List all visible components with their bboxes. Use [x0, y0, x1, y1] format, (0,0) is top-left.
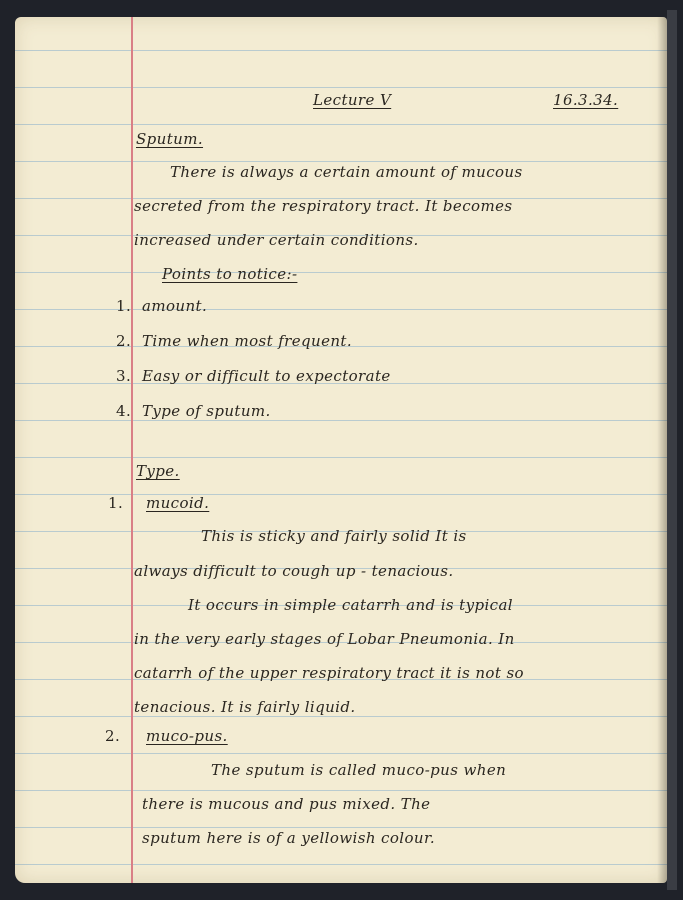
paragraph-line: always difficult to cough up - tenacious.: [134, 562, 454, 580]
points-heading: Points to notice:-: [162, 265, 298, 283]
notebook-page: [15, 17, 667, 883]
point-number: 3.: [116, 367, 132, 385]
paragraph-line: There is always a certain amount of mucous: [170, 163, 523, 181]
section-heading-sputum: Sputum.: [136, 130, 204, 148]
paragraph-line: there is mucous and pus mixed. The: [142, 795, 431, 813]
paragraph-line: It occurs in simple catarrh and is typical: [188, 596, 514, 614]
point-number: 1.: [116, 297, 132, 315]
point-number: 2.: [116, 332, 132, 350]
section-heading-type: Type.: [136, 462, 180, 480]
item-heading-muco-pus: muco-pus.: [146, 727, 228, 745]
paragraph-line: tenacious. It is fairly liquid.: [134, 698, 356, 716]
paragraph-line: This is sticky and fairly solid It is: [201, 527, 467, 545]
paragraph-line: sputum here is of a yellowish colour.: [142, 829, 436, 847]
paragraph-line: The sputum is called muco-pus when: [211, 761, 507, 779]
item-heading-mucoid: mucoid.: [146, 494, 210, 512]
point-number: 4.: [116, 402, 132, 420]
paragraph-line: catarrh of the upper respiratory tract it is not so: [134, 664, 524, 682]
page-shadow: [657, 17, 667, 883]
paragraph-line: increased under certain conditions.: [134, 231, 419, 249]
paragraph-line: secreted from the respiratory tract. It becomes: [134, 197, 513, 215]
margin-line: [131, 17, 133, 883]
item-number: 1.: [108, 494, 124, 512]
notebook-edge: [667, 10, 677, 890]
lecture-date: 16.3.34.: [553, 91, 619, 109]
point-text: Time when most frequent.: [142, 332, 353, 350]
point-text: amount.: [142, 297, 208, 315]
paragraph-line: in the very early stages of Lobar Pneumonia. In: [134, 630, 515, 648]
item-number: 2.: [105, 727, 121, 745]
point-text: Type of sputum.: [142, 402, 271, 420]
lecture-title: Lecture V: [313, 91, 392, 109]
point-text: Easy or difficult to expectorate: [142, 367, 391, 385]
